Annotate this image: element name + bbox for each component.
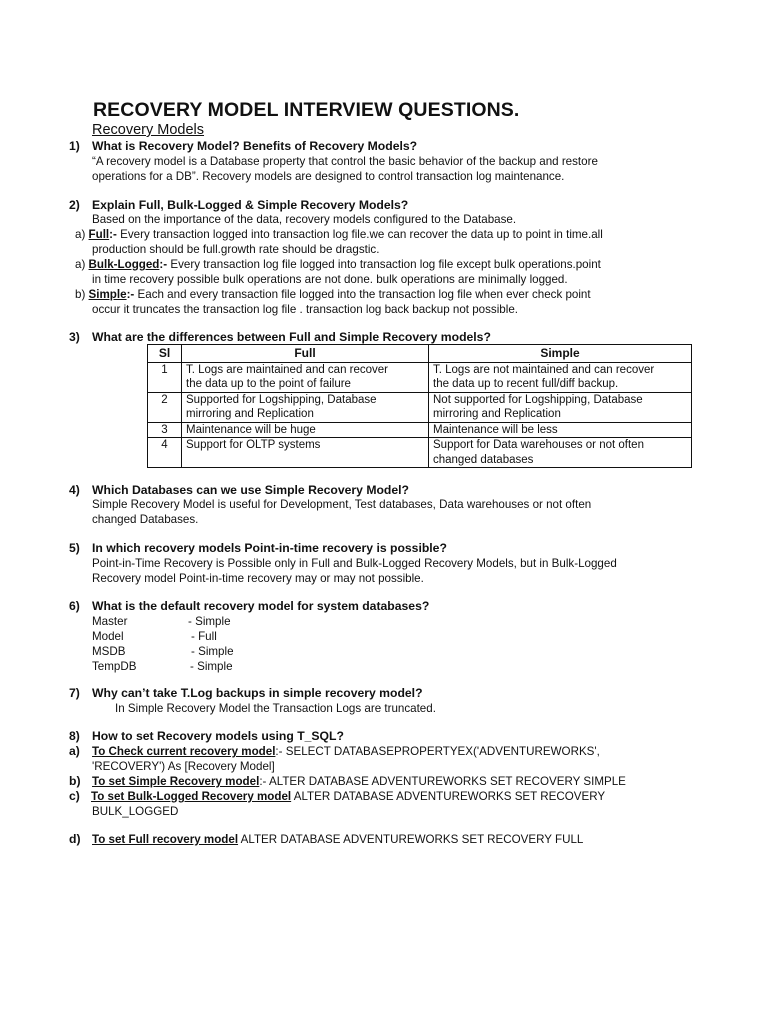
table-header-row (148, 345, 692, 363)
item-prefix: a) (75, 228, 86, 241)
cell-line: Supported for Logshipping, Database (186, 393, 377, 406)
q1-question: What is Recovery Model? Benefits of Recovery Models? (92, 139, 418, 153)
table-cell: 4 (148, 438, 182, 468)
item-separator: :- (275, 745, 283, 758)
q6-number: 6) (69, 599, 80, 613)
q5-number: 5) (69, 541, 80, 555)
db-name: TempDB (92, 660, 137, 673)
item-label: To set Simple Recovery model (92, 775, 260, 788)
item-prefix: d) (69, 832, 81, 846)
cell-line: Support for OLTP systems (186, 439, 321, 451)
q8-item-b (69, 774, 626, 789)
q2-question: Explain Full, Bulk-Logged & Simple Recovery Models? (92, 198, 409, 212)
term-separator: :- (109, 228, 117, 241)
q2-number: 2) (69, 198, 80, 212)
default-model-row (92, 659, 233, 674)
cell-line: Maintenance will be huge (186, 423, 316, 436)
q8-item-c-line2: BULK_LOGGED (92, 805, 179, 818)
table-row (148, 438, 692, 468)
cell-line: the data up to the point of failure (186, 378, 351, 390)
sql-statement: ALTER DATABASE ADVENTUREWORKS SET RECOVERY SIMPLE (269, 775, 626, 788)
table-cell: 3 (148, 422, 182, 438)
term-separator: :- (126, 288, 135, 301)
q2-bulk-line2: in time recovery possible bulk operations are not done. bulk operations are minimally logged. (92, 273, 568, 286)
table-cell (182, 362, 429, 392)
q3-number: 3) (69, 330, 80, 344)
bulk-description: Every transaction log file logged into transaction log file except bulk operations.point (170, 258, 601, 271)
db-model: - Simple (190, 660, 233, 673)
cell-line: changed databases (433, 453, 534, 466)
item-label: To Check current recovery model (92, 745, 276, 758)
q7-answer: In Simple Recovery Model the Transaction Logs are truncated. (115, 702, 436, 715)
q8-question: How to set Recovery models using T_SQL? (92, 729, 344, 743)
default-model-row (92, 629, 217, 644)
q8-item-d (69, 832, 583, 847)
db-name: Master (92, 615, 128, 628)
cell-line: T. Logs are maintained and can recover (186, 363, 389, 376)
q7-number: 7) (69, 686, 80, 700)
q4-number: 4) (69, 483, 80, 497)
cell-line: mirroring and Replication (186, 408, 314, 420)
table-cell (429, 438, 692, 468)
comparison-table (147, 344, 692, 468)
db-name: MSDB (92, 645, 126, 658)
q3-question: What are the differences between Full and Simple Recovery models? (92, 330, 491, 344)
cell-line: Support for Data warehouses or not often (433, 439, 644, 451)
table-row (148, 422, 692, 438)
item-label: To set Bulk-Logged Recovery model (91, 790, 292, 803)
table-cell (182, 392, 429, 422)
q5-answer-line: Point-in-Time Recovery is Possible only in Full and Bulk-Logged Recovery Models, but in Bulk-Logged (92, 557, 617, 570)
q2-full-line (75, 227, 603, 242)
table-cell (429, 422, 692, 438)
q2-simple-line2: occur it truncates the transaction log file . transaction log back backup not possible. (92, 303, 518, 316)
table-cell: 2 (148, 392, 182, 422)
q1-number: 1) (69, 139, 80, 153)
q8-number: 8) (69, 729, 80, 743)
item-prefix: a) (75, 258, 86, 271)
q1-answer-line: “A recovery model is a Database property that control the basic behavior of the backup and restore (92, 155, 598, 168)
q2-full-line2: production should be full.growth rate should be dragstic. (92, 243, 380, 256)
item-separator: :- (259, 775, 267, 788)
term-separator: :- (159, 258, 168, 271)
q4-answer-line: Simple Recovery Model is useful for Development, Test databases, Data warehouses or not often (92, 498, 592, 511)
column-header: Sl (148, 345, 182, 363)
table-cell (429, 362, 692, 392)
simple-description: Each and every transaction file logged into the transaction log file when ever check point (137, 288, 591, 301)
q4-question: Which Databases can we use Simple Recovery Model? (92, 483, 409, 497)
table-cell (429, 392, 692, 422)
column-header: Simple (429, 345, 692, 363)
cell-line: Not supported for Logshipping, Database (433, 393, 643, 406)
db-model: - Simple (191, 645, 234, 658)
table-cell: 1 (148, 362, 182, 392)
item-prefix: b) (69, 774, 81, 788)
q8-item-c (69, 789, 605, 804)
full-term: Full (88, 228, 110, 241)
default-model-row (92, 644, 234, 659)
bulk-term: Bulk-Logged (88, 258, 160, 271)
q4-answer-line: changed Databases. (92, 513, 199, 526)
sql-statement: ALTER DATABASE ADVENTUREWORKS SET RECOVERY (293, 790, 606, 803)
q1-answer-line: operations for a DB”. Recovery models are designed to control transaction log maintenance. (92, 170, 565, 183)
simple-term: Simple (88, 288, 127, 301)
table-cell (182, 422, 429, 438)
cell-line: mirroring and Replication (433, 408, 561, 420)
full-description: Every transaction logged into transaction log file.we can recover the data up to point in time.all (120, 228, 603, 241)
item-prefix: a) (69, 744, 80, 758)
q8-item-a-line2: 'RECOVERY') As [Recovery Model] (92, 760, 275, 773)
q5-answer-line: Recovery model Point-in-time recovery may or may not possible. (92, 572, 424, 585)
default-model-row (92, 614, 231, 629)
item-label: To set Full recovery model (92, 833, 239, 846)
sql-statement: ALTER DATABASE ADVENTUREWORKS SET RECOVERY FULL (240, 833, 584, 846)
q8-item-a (69, 744, 600, 759)
table-row (148, 392, 692, 422)
section-subtitle: Recovery Models (92, 122, 205, 138)
item-prefix: b) (75, 288, 86, 301)
item-prefix: c) (69, 789, 80, 803)
sql-statement: SELECT DATABASEPROPERTYEX('ADVENTUREWORKS', (285, 745, 600, 758)
cell-line: T. Logs are not maintained and can recover (433, 363, 655, 376)
q7-question: Why can’t take T.Log backups in simple recovery model? (92, 686, 423, 700)
cell-line: Maintenance will be less (433, 423, 558, 436)
table-cell (182, 438, 429, 468)
column-header: Full (182, 345, 429, 363)
db-model: - Simple (188, 615, 231, 628)
q6-question: What is the default recovery model for system databases? (92, 599, 430, 613)
q2-bulk-line (75, 257, 601, 272)
table-row (148, 362, 692, 392)
q2-simple-line (75, 287, 591, 302)
db-model: - Full (191, 630, 217, 643)
cell-line: the data up to recent full/diff backup. (433, 378, 619, 390)
q5-question: In which recovery models Point-in-time recovery is possible? (92, 541, 447, 555)
db-name: Model (92, 630, 124, 643)
q2-intro: Based on the importance of the data, recovery models configured to the Database. (92, 213, 517, 226)
page-title: RECOVERY MODEL INTERVIEW QUESTIONS. (93, 99, 520, 121)
